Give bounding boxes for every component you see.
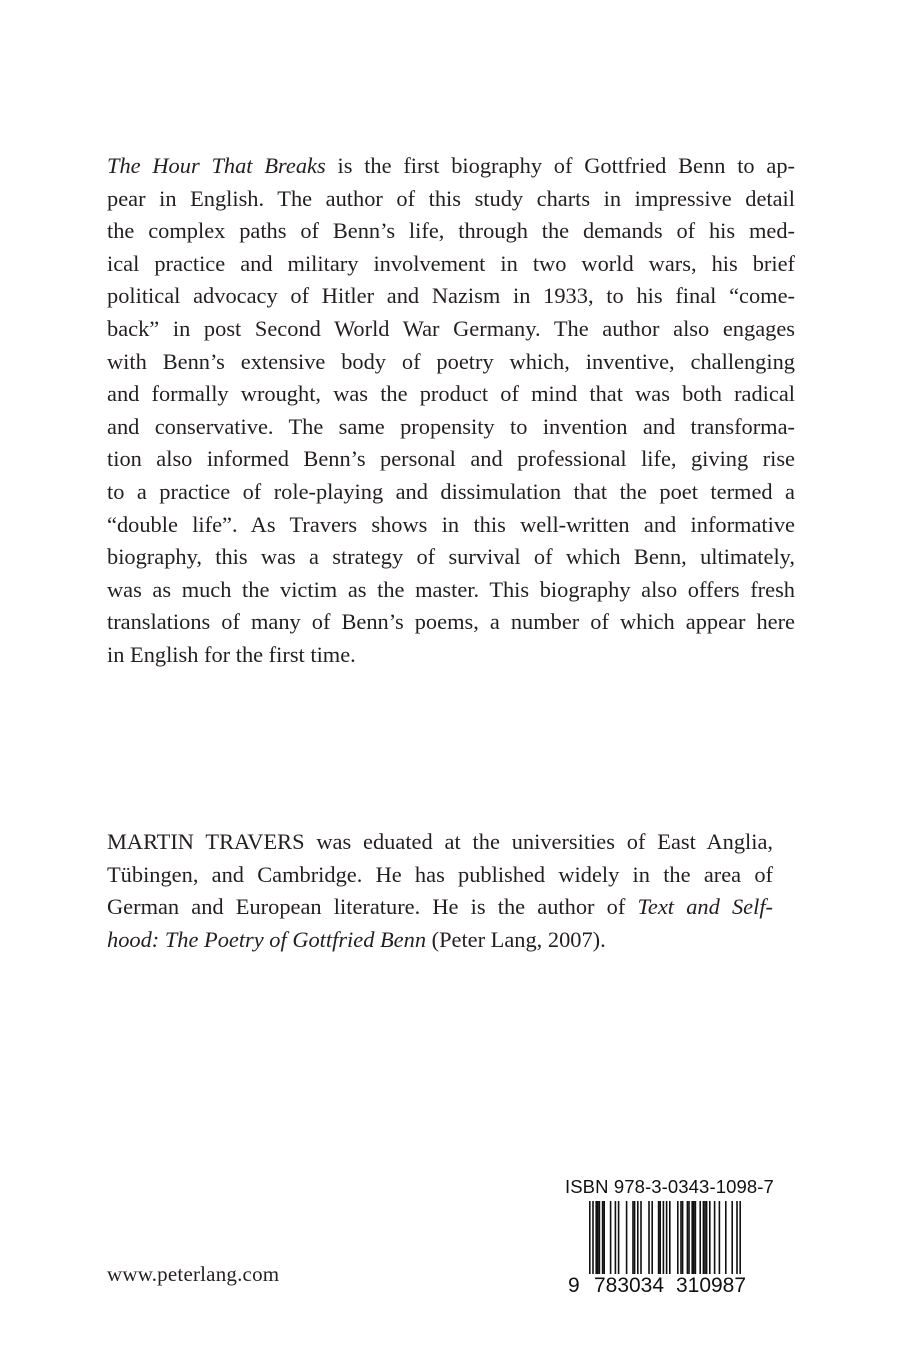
barcode-bar bbox=[632, 1201, 634, 1274]
barcode-bar bbox=[603, 1201, 605, 1274]
barcode-bar bbox=[703, 1201, 705, 1274]
bio-line: MARTIN TRAVERS was eduated at the universities of East Anglia, bbox=[107, 829, 773, 854]
barcode-bar bbox=[637, 1201, 639, 1274]
barcode-bar bbox=[618, 1201, 620, 1274]
barcode-digit-prefix: 9 bbox=[568, 1274, 580, 1296]
blurb-line: was as much the victim as the master. This biography also offers fresh bbox=[107, 576, 795, 602]
barcode-bar bbox=[709, 1201, 711, 1274]
blurb-line: to a practice of role-playing and dissimulation that the poet termed a bbox=[107, 478, 795, 504]
blurb-line: with Benn’s extensive body of poetry which, inventive, challenging bbox=[107, 348, 795, 374]
author-bio bbox=[107, 826, 773, 956]
barcode-bar bbox=[719, 1201, 721, 1274]
barcode-bar bbox=[714, 1201, 716, 1274]
book-title: The Hour That Breaks bbox=[107, 153, 326, 178]
bio-line-text: German and European literature. He is the author of bbox=[107, 894, 638, 920]
barcode-bar bbox=[602, 1201, 604, 1274]
barcode-bar bbox=[731, 1201, 733, 1274]
blurb-line: back” in post Second World War Germany. The author also engages bbox=[107, 315, 795, 341]
bio-line bbox=[107, 891, 773, 924]
barcode-digits-right: 310987 bbox=[676, 1274, 746, 1296]
barcode-bar bbox=[725, 1201, 727, 1274]
barcode-bar bbox=[688, 1201, 690, 1274]
barcode-bar bbox=[699, 1201, 701, 1274]
barcode-bar bbox=[687, 1201, 689, 1274]
barcode-bar bbox=[677, 1201, 679, 1274]
blurb-line: and conservative. The same propensity to invention and transforma- bbox=[107, 413, 795, 439]
barcode-bar bbox=[634, 1201, 636, 1274]
barcode-bar bbox=[597, 1201, 599, 1274]
barcode-bar bbox=[695, 1201, 697, 1274]
blurb-line: political advocacy of Hitler and Nazism in 1933, to his final “come- bbox=[107, 283, 795, 309]
barcode-bar bbox=[680, 1201, 682, 1274]
bio-line: Tübingen, and Cambridge. He has published widely in the area of bbox=[107, 861, 773, 887]
barcode-bar bbox=[626, 1201, 628, 1274]
blurb-line: in English for the first time. bbox=[107, 641, 356, 667]
barcode-bar bbox=[704, 1201, 706, 1274]
blurb-line: and formally wrought, was the product of mind that was both radical bbox=[107, 381, 795, 407]
blurb-paragraph bbox=[107, 150, 795, 672]
isbn-barcode-block bbox=[565, 1176, 774, 1296]
publisher-website: www.peterlang.com bbox=[107, 1262, 280, 1286]
barcode-digits-left: 783034 bbox=[594, 1274, 665, 1296]
blurb-line: translations of many of Benn’s poems, a number of which appear here bbox=[107, 609, 795, 635]
barcode bbox=[565, 1201, 760, 1296]
blurb-line: the complex paths of Benn’s life, through the demands of his med- bbox=[107, 218, 795, 244]
cited-book-title: Text and Self- bbox=[637, 894, 774, 920]
barcode-bar bbox=[615, 1201, 617, 1274]
barcode-bar bbox=[693, 1201, 695, 1274]
barcode-bar bbox=[610, 1201, 612, 1274]
bio-line-text: (Peter Lang, 2007). bbox=[426, 926, 606, 952]
barcode-bar bbox=[648, 1201, 650, 1274]
blurb-line: pear in English. The author of this study charts in impressive detail bbox=[107, 185, 795, 211]
barcode-bar bbox=[669, 1201, 671, 1274]
barcode-bar bbox=[599, 1201, 601, 1274]
barcode-bar bbox=[706, 1201, 708, 1274]
blurb-line: ical practice and military involvement in two world wars, his brief bbox=[107, 250, 795, 276]
barcode-bar bbox=[691, 1201, 693, 1274]
blurb-line: “double life”. As Travers shows in this well-written and informative bbox=[107, 511, 795, 537]
blurb-line: tion also informed Benn’s personal and professional life, giving rise bbox=[107, 446, 795, 472]
blurb-line: biography, this was a strategy of survival of which Benn, ultimately, bbox=[107, 544, 795, 570]
barcode-bar bbox=[640, 1201, 642, 1274]
barcode-bar bbox=[659, 1201, 661, 1274]
blurb-line-text: is the first biography of Gottfried Benn to ap- bbox=[325, 153, 795, 178]
barcode-bar bbox=[595, 1201, 597, 1274]
isbn-label: ISBN 978-3-0343-1098-7 bbox=[565, 1176, 774, 1197]
blurb-line bbox=[107, 150, 795, 183]
barcode-bar bbox=[651, 1201, 653, 1274]
cited-book-title: hood: The Poetry of Gottfried Benn bbox=[107, 926, 427, 952]
barcode-bar bbox=[682, 1201, 684, 1274]
barcode-bar bbox=[658, 1201, 660, 1274]
bio-line bbox=[107, 924, 773, 957]
